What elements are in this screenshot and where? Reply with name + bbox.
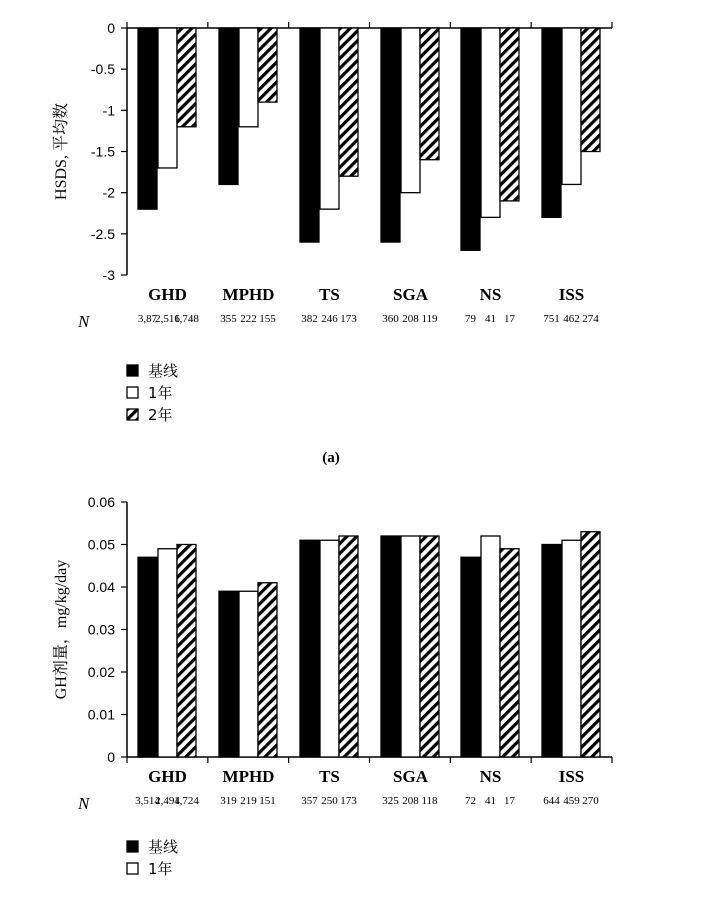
- n-value: 382: [301, 313, 318, 325]
- category-label: NS: [479, 767, 502, 786]
- category-label: TS: [319, 767, 340, 786]
- bar-ghd-2: [158, 549, 177, 757]
- n-label: N: [78, 794, 90, 813]
- bar-mphd-1: [219, 28, 238, 184]
- bar-ghd-1: [138, 557, 157, 757]
- legend-swatch: [127, 365, 138, 376]
- y-tick-label: 0: [107, 749, 115, 765]
- legend-label: 2年: [148, 406, 173, 424]
- bar-sga-3: [420, 536, 439, 757]
- y-tick-label: 0.06: [87, 494, 115, 510]
- bar-sga-2: [401, 536, 420, 757]
- n-value: 274: [582, 313, 599, 325]
- bar-iss-3: [581, 28, 600, 152]
- bar-ghd-3: [177, 545, 196, 758]
- n-value: 1,748: [174, 313, 199, 325]
- n-value: 72: [465, 795, 476, 807]
- bar-iss-1: [542, 28, 561, 217]
- y-axis-label: HSDS, 平均数: [53, 103, 70, 200]
- y-tick-label: 0: [107, 20, 115, 36]
- n-value: 17: [504, 795, 515, 807]
- bar-ns-2: [481, 536, 500, 757]
- legend-swatch: [127, 409, 138, 420]
- legend-label: 1年: [148, 384, 173, 402]
- n-value: 41: [485, 313, 496, 325]
- y-tick-label: -0.5: [90, 61, 115, 78]
- n-value: 3,87: [137, 313, 158, 325]
- bar-ts-2: [320, 540, 339, 757]
- category-label: SGA: [393, 767, 428, 786]
- n-value: 644: [543, 795, 560, 807]
- category-label: GHD: [148, 285, 187, 304]
- bar-mphd-2: [239, 28, 258, 127]
- legend-swatch: [127, 863, 138, 874]
- legend-label: 基线: [148, 362, 179, 380]
- bar-iss-2: [562, 540, 581, 757]
- bar-ghd-2: [158, 28, 177, 168]
- n-value: 751: [543, 313, 560, 325]
- y-tick-label: 0.05: [87, 536, 115, 553]
- y-tick-label: 0.02: [87, 664, 115, 680]
- n-value: 360: [382, 313, 399, 325]
- chart-a: [52, 20, 612, 466]
- n-value: 250: [321, 795, 338, 807]
- n-value: 325: [382, 795, 399, 807]
- category-label: SGA: [393, 285, 428, 304]
- category-label: ISS: [558, 767, 585, 786]
- bar-ghd-1: [138, 28, 157, 209]
- category-label: GHD: [148, 767, 187, 786]
- n-value: 173: [340, 795, 357, 807]
- n-value: 79: [465, 313, 476, 325]
- legend-swatch: [127, 841, 138, 852]
- y-tick-label: -2: [102, 184, 115, 201]
- bar-ts-1: [300, 28, 319, 242]
- n-value: 2,516: [155, 313, 180, 325]
- n-value: 3,514: [135, 795, 160, 807]
- n-value: 357: [301, 795, 318, 807]
- legend-swatch: [127, 387, 138, 398]
- n-value: 270: [582, 795, 599, 807]
- bar-iss-2: [562, 28, 581, 184]
- y-tick-label: -2.5: [90, 225, 115, 242]
- bar-ns-1: [461, 557, 480, 757]
- bar-sga-1: [381, 28, 400, 242]
- category-label: TS: [319, 285, 340, 304]
- n-value: 319: [220, 795, 237, 807]
- y-tick-label: 0.04: [87, 579, 115, 595]
- n-value: 17: [504, 313, 515, 325]
- bar-ts-2: [320, 28, 339, 209]
- bar-sga-3: [420, 28, 439, 160]
- y-tick-label: -1.5: [90, 143, 115, 160]
- n-value: 41: [485, 795, 496, 807]
- n-value: 119: [421, 313, 438, 325]
- n-value: 222: [240, 313, 257, 325]
- y-tick-label: -1: [102, 102, 115, 119]
- n-value: 219: [240, 795, 257, 807]
- n-value: 151: [259, 795, 276, 807]
- bar-ns-2: [481, 28, 500, 217]
- bar-ns-1: [461, 28, 480, 250]
- bar-ns-3: [500, 549, 519, 757]
- y-tick-label: -3: [102, 267, 115, 283]
- n-value: 355: [220, 313, 237, 325]
- category-label: ISS: [558, 285, 585, 304]
- category-label: MPHD: [222, 285, 275, 304]
- y-tick-label: 0.01: [87, 706, 115, 723]
- category-label: MPHD: [222, 767, 275, 786]
- bar-ts-3: [339, 28, 358, 176]
- bar-iss-1: [542, 545, 561, 758]
- bar-mphd-3: [258, 583, 277, 757]
- bar-ts-1: [300, 540, 319, 757]
- n-value: 1,724: [174, 795, 199, 807]
- n-label: N: [78, 312, 90, 331]
- bar-mphd-2: [239, 591, 258, 757]
- n-value: 173: [340, 313, 357, 325]
- n-value: 208: [402, 313, 419, 325]
- bar-mphd-1: [219, 591, 238, 757]
- y-axis-label: GH剂量，mg/kg/day: [53, 559, 70, 700]
- n-value: 155: [259, 313, 276, 325]
- bar-ts-3: [339, 536, 358, 757]
- y-tick-label: 0.03: [87, 621, 115, 638]
- n-value: 459: [563, 795, 580, 807]
- n-value: 246: [321, 313, 338, 325]
- n-value: 462: [563, 313, 580, 325]
- legend-label: 基线: [148, 838, 179, 856]
- bar-ghd-3: [177, 28, 196, 127]
- panel-label: (a): [322, 450, 340, 466]
- category-label: NS: [479, 285, 502, 304]
- bar-mphd-3: [258, 28, 277, 102]
- bar-sga-1: [381, 536, 400, 757]
- n-value: 118: [421, 795, 438, 807]
- chart-b: [52, 494, 612, 878]
- n-value: 2,494: [155, 795, 180, 807]
- bar-sga-2: [401, 28, 420, 193]
- bar-iss-3: [581, 532, 600, 757]
- bar-ns-3: [500, 28, 519, 201]
- n-value: 208: [402, 795, 419, 807]
- legend-label: 1年: [148, 860, 173, 878]
